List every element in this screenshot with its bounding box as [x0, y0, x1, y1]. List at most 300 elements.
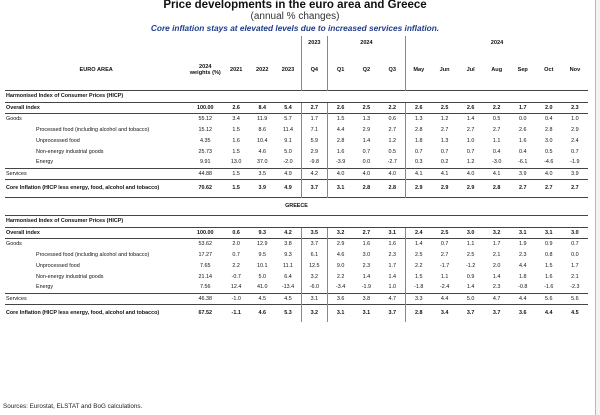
cell-jul: 1.2	[466, 159, 475, 166]
row-label: Processed food (including alcohol and tobacco)	[36, 126, 150, 133]
cell-may: 1.8	[406, 135, 432, 146]
row-label: Services	[5, 168, 187, 179]
cell-jun: 2.5	[432, 227, 458, 238]
row-label: Overall index	[5, 102, 187, 113]
cell-y23: 9.1	[284, 137, 292, 144]
cell-aug: 2.3	[492, 284, 501, 291]
cell-may: 2.8	[406, 124, 432, 135]
cell-nov: 2.7	[562, 179, 588, 197]
cell-y23: 5.7	[275, 113, 301, 124]
cell-y21: 2.6	[223, 102, 249, 113]
cell-aug: 0.5	[484, 113, 510, 124]
cell-q423: 3.2	[301, 304, 327, 322]
cell-jun: 0.7	[432, 238, 458, 249]
cell-nov: 4.5	[562, 304, 588, 322]
cell-y23: 5.3	[275, 304, 301, 322]
cell-oct: 0.5	[545, 148, 553, 155]
cell-oct: -4.6	[544, 159, 554, 166]
cell-w: 21.14	[198, 273, 212, 280]
cell-jul: 2.9	[458, 179, 484, 197]
cell-aug: 2.0	[492, 262, 501, 269]
cell-may: 2.4	[406, 227, 432, 238]
cell-jun: 1.3	[440, 137, 449, 144]
month-header: Jul	[466, 66, 475, 73]
cell-y22: 9.5	[258, 251, 266, 258]
cell-jul: 2.6	[458, 102, 484, 113]
year-header: 2022	[256, 66, 269, 73]
year-header: 2021	[229, 66, 243, 73]
cell-y21: 12.4	[230, 284, 242, 291]
cell-sep: 4.4	[518, 262, 527, 269]
table-row	[5, 293, 588, 304]
cell-y23: 6.4	[284, 273, 292, 280]
cell-jun: -2.4	[439, 284, 450, 291]
cell-jul: 4.0	[458, 168, 484, 179]
group-2024-months: 2024	[406, 36, 588, 50]
cell-jun: 0.2	[440, 159, 449, 166]
region-header-greece-label: GREECE	[5, 197, 588, 215]
cell-q324: 1.7	[388, 262, 396, 269]
cell-q324: 2.8	[379, 179, 405, 197]
cell-sep: 1.7	[510, 102, 536, 113]
cell-may: 2.8	[406, 304, 432, 322]
cell-nov: 0.7	[562, 238, 588, 249]
cell-q324: 3.1	[379, 227, 405, 238]
cell-sep: 0.4	[518, 148, 527, 155]
cell-y23: -13.4	[281, 284, 295, 291]
cell-nov: 2.3	[562, 102, 588, 113]
cell-sep: 3.6	[510, 304, 536, 322]
cell-oct: 2.8	[545, 126, 553, 133]
cell-q324: 0.6	[379, 113, 405, 124]
cell-q423: 3.5	[301, 227, 327, 238]
cell-oct: 3.1	[536, 227, 562, 238]
row-label: Non-energy industrial goods	[36, 148, 104, 155]
cell-aug: 2.1	[492, 251, 501, 258]
cell-q224: 4.0	[353, 168, 379, 179]
cell-y21: 0.6	[223, 227, 249, 238]
group-2023: 2023	[301, 36, 327, 50]
cell-may: 3.3	[406, 293, 432, 304]
cell-jul: 3.0	[458, 227, 484, 238]
cell-nov: 1.0	[562, 113, 588, 124]
source-note: Sources: Eurostat, ELSTAT and BoG calculations.	[3, 403, 143, 410]
cell-aug: 1.4	[492, 273, 501, 280]
cell-jun: -1.7	[439, 262, 450, 269]
cell-nov: 3.9	[562, 168, 588, 179]
cell-may: 2.2	[406, 260, 432, 271]
cell-w: 67.52	[187, 304, 223, 322]
cell-y22: 8.4	[249, 102, 275, 113]
cell-oct: 4.0	[536, 168, 562, 179]
cell-oct: 3.0	[545, 137, 553, 144]
cell-jul: 0.9	[466, 273, 475, 280]
cell-q124: 2.9	[327, 238, 353, 249]
cell-w: 4.35	[200, 137, 211, 144]
cell-y23: 9.3	[284, 251, 292, 258]
table-row	[5, 146, 588, 157]
cell-q224: 0.0	[362, 159, 371, 166]
cell-y23: 5.4	[275, 102, 301, 113]
cell-q124: 9.0	[327, 260, 353, 271]
cell-w: 25.73	[198, 148, 212, 155]
headline-note: Core inflation stays at elevated levels due to increased services inflation.	[150, 23, 440, 33]
cell-jun: 1.2	[432, 113, 458, 124]
cell-q324: 1.6	[379, 238, 405, 249]
cell-q124: 3.2	[327, 227, 353, 238]
cell-may: 1.5	[406, 271, 432, 282]
quarter-header: Q1	[327, 50, 353, 90]
cell-q324: 2.7	[388, 126, 396, 133]
cell-q423: 3.7	[301, 179, 327, 197]
cell-oct: -1.6	[544, 284, 554, 291]
cell-aug: 1.7	[484, 238, 510, 249]
cell-q124: 1.5	[327, 113, 353, 124]
cell-y22: 9.3	[249, 227, 275, 238]
cell-q423: 3.2	[301, 271, 327, 282]
cell-nov: 0.0	[571, 251, 579, 258]
table-row	[5, 271, 588, 282]
cell-oct: 0.8	[545, 251, 553, 258]
cell-nov: 2.9	[571, 126, 579, 133]
cell-w: 100.00	[187, 227, 223, 238]
cell-q423: 12.5	[301, 260, 327, 271]
cell-y23: 11.1	[282, 262, 294, 269]
section-header	[5, 90, 588, 102]
table-row	[5, 179, 588, 197]
cell-q324: 2.3	[388, 251, 396, 258]
row-label: Energy	[36, 159, 54, 166]
row-label: Services	[5, 293, 187, 304]
cell-q423: 3.7	[301, 238, 327, 249]
cell-y23: 4.5	[275, 293, 301, 304]
cell-aug: -3.0	[492, 159, 502, 166]
cell-q423: 7.1	[301, 124, 327, 135]
cell-jun: 0.7	[440, 148, 449, 155]
cell-y22: 4.6	[258, 148, 266, 155]
cell-w: 7.65	[200, 262, 211, 269]
row-label: Unprocessed food	[36, 137, 80, 144]
cell-q423: 4.2	[301, 168, 327, 179]
cell-y23: 4.9	[275, 168, 301, 179]
scrollbar[interactable]	[595, 0, 600, 415]
table-row	[5, 135, 588, 146]
cell-q224: 3.8	[353, 293, 379, 304]
cell-q324: -2.7	[387, 159, 397, 166]
cell-may: 2.5	[406, 249, 432, 260]
cell-q423: -6.0	[301, 282, 327, 293]
cell-aug: 2.8	[484, 179, 510, 197]
cell-jun: 1.1	[440, 273, 449, 280]
cell-y21: 1.5	[223, 168, 249, 179]
header-row	[5, 50, 588, 90]
table-row	[5, 124, 588, 135]
cell-y22: 3.5	[249, 168, 275, 179]
table-row	[5, 102, 588, 113]
cell-q224: 2.5	[353, 102, 379, 113]
cell-y21: -1.0	[223, 293, 249, 304]
cell-jul: 0.7	[466, 148, 475, 155]
cell-w: 100.00	[187, 102, 223, 113]
section-header-label: Harmonised Index of Consumer Prices (HICP)	[5, 215, 588, 227]
row-label: Core Inflation (HICP less energy, food, alcohol and tobacco)	[5, 304, 187, 322]
cell-y22: 5.0	[258, 273, 266, 280]
cell-q423: 2.7	[301, 102, 327, 113]
cell-y22: 4.6	[249, 304, 275, 322]
table-row	[5, 304, 588, 322]
cell-jun: 4.4	[432, 293, 458, 304]
cell-sep: 2.6	[518, 126, 527, 133]
month-header: Nov	[569, 66, 581, 73]
cell-q224: 1.3	[353, 113, 379, 124]
cell-sep: 1.9	[510, 238, 536, 249]
cell-q124: -3.4	[327, 282, 353, 293]
weights-header: 2024 weights (%)	[189, 63, 221, 76]
cell-y21: 1.5	[223, 179, 249, 197]
cell-q423: 2.9	[301, 146, 327, 157]
cell-q324: 1.0	[388, 284, 396, 291]
cell-w: 46.38	[187, 293, 223, 304]
cell-may: 0.3	[406, 157, 432, 168]
row-label: Unprocessed food	[36, 262, 80, 269]
cell-y21: 13.0	[230, 159, 242, 166]
page-title: Price developments in the euro area and Greece	[163, 0, 427, 11]
cell-may: 2.9	[406, 179, 432, 197]
cell-nov: 2.1	[571, 273, 579, 280]
cell-oct: 1.5	[545, 262, 553, 269]
cell-y22: 37.0	[256, 159, 268, 166]
cell-jul: 2.5	[466, 251, 475, 258]
cell-jul: 1.1	[458, 238, 484, 249]
cell-y23: 4.2	[275, 227, 301, 238]
row-label: Goods	[5, 238, 187, 249]
cell-oct: 2.7	[536, 179, 562, 197]
cell-y21: 0.7	[232, 251, 240, 258]
cell-may: -1.8	[406, 282, 432, 293]
cell-q224: 3.1	[353, 304, 379, 322]
cell-q224: 2.9	[362, 126, 371, 133]
cell-q124: 4.4	[327, 124, 353, 135]
quarter-header: Q2	[362, 66, 371, 73]
cell-q224: 1.4	[362, 273, 371, 280]
cell-q124: 4.0	[327, 168, 353, 179]
cell-q324: 4.7	[379, 293, 405, 304]
cell-y22: 10.4	[256, 137, 268, 144]
cell-nov: 5.6	[562, 293, 588, 304]
cell-q224: 0.7	[362, 148, 371, 155]
cell-sep: 3.1	[510, 227, 536, 238]
cell-w: 17.27	[198, 251, 212, 258]
month-header: Aug	[491, 66, 503, 73]
cell-may: 0.7	[406, 146, 432, 157]
cell-w: 55.12	[187, 113, 223, 124]
cell-q224: 2.3	[362, 262, 371, 269]
cell-jul: 1.4	[466, 284, 475, 291]
cell-may: 1.3	[406, 113, 432, 124]
cell-w: 53.62	[187, 238, 223, 249]
cell-oct: 5.6	[536, 293, 562, 304]
cell-jun: 3.4	[432, 304, 458, 322]
cell-sep: -6.1	[518, 159, 528, 166]
month-header: May	[406, 50, 432, 90]
cell-q224: 3.0	[362, 251, 371, 258]
cell-jul: 2.7	[466, 126, 475, 133]
cell-oct: 0.4	[536, 113, 562, 124]
cell-q324: 1.4	[388, 273, 396, 280]
cell-sep: 1.6	[518, 137, 527, 144]
cell-q124: 4.6	[327, 249, 353, 260]
cell-y21: 1.5	[232, 126, 240, 133]
region-label: EURO AREA	[79, 66, 113, 73]
cell-y23: 4.9	[275, 179, 301, 197]
cell-q124: 2.2	[327, 271, 353, 282]
cell-jul: -1.2	[465, 262, 476, 269]
cell-jul: 5.0	[458, 293, 484, 304]
table-body	[5, 36, 588, 322]
month-header: Jun	[439, 66, 450, 73]
cell-aug: 0.4	[492, 148, 501, 155]
row-label: Non-energy industrial goods	[36, 273, 104, 280]
table-row	[5, 260, 588, 271]
cell-may: 2.6	[406, 102, 432, 113]
table-row	[5, 238, 588, 249]
cell-aug: 4.7	[484, 293, 510, 304]
cell-y22: 12.9	[249, 238, 275, 249]
cell-q224: 2.7	[353, 227, 379, 238]
table-row	[5, 282, 588, 293]
quarter-header: Q4	[301, 50, 327, 90]
cell-y23: 5.0	[284, 148, 292, 155]
cell-y21: 1.6	[232, 137, 240, 144]
cell-q224: -1.9	[361, 284, 372, 291]
row-label: Overall index	[5, 227, 187, 238]
row-label: Goods	[5, 113, 187, 124]
cell-jun: 2.5	[432, 102, 458, 113]
cell-q324: 2.2	[379, 102, 405, 113]
cell-w: 70.62	[187, 179, 223, 197]
cell-q124: 3.6	[327, 293, 353, 304]
cell-q124: -3.9	[327, 157, 353, 168]
cell-jun: 4.1	[432, 168, 458, 179]
page-subtitle: (annual % changes)	[250, 11, 340, 22]
cell-q423: 1.7	[301, 113, 327, 124]
row-label: Energy	[36, 284, 54, 291]
cell-nov: 2.4	[571, 137, 579, 144]
cell-y22: 3.9	[249, 179, 275, 197]
cell-y23: 3.8	[275, 238, 301, 249]
cell-sep: 2.7	[510, 179, 536, 197]
cell-w: 44.88	[187, 168, 223, 179]
cell-aug: 2.7	[492, 126, 501, 133]
cell-y21: 2.0	[223, 238, 249, 249]
quarter-header: Q3	[388, 66, 396, 73]
cell-y22: 41.0	[256, 284, 268, 291]
cell-jun: 2.9	[432, 179, 458, 197]
cell-y22: 11.9	[249, 113, 275, 124]
cell-q324: 3.7	[379, 304, 405, 322]
cell-w: 7.56	[200, 284, 211, 291]
cell-aug: 3.7	[484, 304, 510, 322]
cell-q124: 2.8	[327, 135, 353, 146]
cell-y21: -0.7	[231, 273, 241, 280]
section-header-label: Harmonised Index of Consumer Prices (HICP)	[5, 90, 588, 102]
cell-w: 15.12	[198, 126, 212, 133]
cell-nov: -1.9	[570, 159, 580, 166]
region-header-greece	[5, 197, 588, 215]
cell-q423: 6.1	[301, 249, 327, 260]
cell-sep: -0.8	[518, 284, 528, 291]
cell-oct: 2.0	[536, 102, 562, 113]
section-header	[5, 215, 588, 227]
cell-aug: 1.1	[492, 137, 501, 144]
cell-sep: 3.9	[510, 168, 536, 179]
cell-nov: 3.0	[562, 227, 588, 238]
cell-q224: 1.6	[353, 238, 379, 249]
cell-sep: 1.8	[518, 273, 527, 280]
cell-q124: 1.6	[327, 146, 353, 157]
cell-q124: 3.1	[327, 179, 353, 197]
cell-q124: 3.1	[327, 304, 353, 322]
cell-y22: 8.6	[258, 126, 266, 133]
row-label: Processed food (including alcohol and tobacco)	[36, 251, 150, 258]
cell-jul: 1.0	[466, 137, 475, 144]
table-row	[5, 168, 588, 179]
table-row	[5, 157, 588, 168]
row-label: Core Inflation (HICP less energy, food, alcohol and tobacco)	[5, 179, 187, 197]
cell-nov: 0.7	[571, 148, 579, 155]
cell-y23: -2.0	[283, 159, 293, 166]
year-header: 2023	[281, 66, 295, 73]
cell-jul: 1.4	[458, 113, 484, 124]
cell-oct: 4.4	[536, 304, 562, 322]
cell-nov: -2.3	[570, 284, 580, 291]
cell-y22: 4.5	[249, 293, 275, 304]
month-header: Oct	[544, 66, 554, 73]
cell-sep: 2.3	[518, 251, 527, 258]
cell-nov: 1.7	[571, 262, 579, 269]
cell-q423: -9.8	[301, 157, 327, 168]
month-header: Sep	[517, 66, 528, 73]
cell-oct: 0.9	[536, 238, 562, 249]
cell-aug: 2.2	[484, 102, 510, 113]
cell-y21: -1.1	[223, 304, 249, 322]
cell-y21: 1.5	[232, 148, 240, 155]
header-group-row	[5, 36, 588, 50]
cell-sep: 0.0	[510, 113, 536, 124]
cell-may: 4.1	[406, 168, 432, 179]
cell-aug: 4.1	[484, 168, 510, 179]
cell-y22: 10.1	[256, 262, 268, 269]
table-row	[5, 113, 588, 124]
cell-jun: 2.7	[440, 126, 449, 133]
cell-y21: 3.4	[223, 113, 249, 124]
cell-q423: 5.9	[301, 135, 327, 146]
cell-q324: 0.5	[388, 148, 396, 155]
table-row	[5, 227, 588, 238]
table-row	[5, 249, 588, 260]
cell-jul: 3.7	[458, 304, 484, 322]
cell-aug: 3.2	[484, 227, 510, 238]
cell-w: 9.91	[200, 159, 211, 166]
cell-y21: 2.2	[232, 262, 240, 269]
cell-q423: 3.1	[301, 293, 327, 304]
group-2024-quarters: 2024	[327, 36, 405, 50]
cell-jun: 2.7	[440, 251, 449, 258]
cell-q224: 1.4	[362, 137, 371, 144]
cell-sep: 4.4	[510, 293, 536, 304]
cell-q124: 2.6	[327, 102, 353, 113]
cell-may: 1.4	[406, 238, 432, 249]
